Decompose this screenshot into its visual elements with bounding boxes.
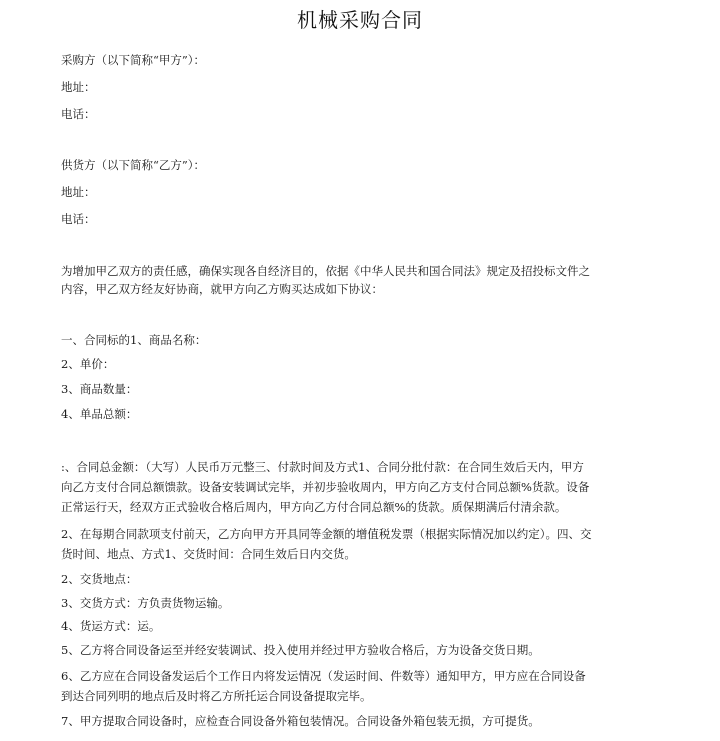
delivery-line-2: 2、交货地点： (61, 572, 138, 586)
seller-address: 地址： (61, 185, 96, 199)
buyer-phone: 电话： (61, 107, 96, 121)
buyer-address: 地址： (61, 80, 96, 94)
section3-line-1: 2、在每期合同款项支付前天，乙方向甲方开具同等金额的增值税发票（根据实际情况加以约定）。四、交 (61, 527, 592, 541)
section1-line-2: 2、单价： (61, 357, 115, 371)
section1-line-4: 4、单品总额： (61, 407, 138, 421)
delivery-line-3: 3、交货方式：方负责货物运输。 (61, 596, 230, 610)
document-title: 机械采购合同 (297, 8, 423, 32)
section3-line-2: 货时间、地点、方式1、交货时间：合同生效后日内交货。 (61, 547, 356, 561)
section1-line-3: 3、商品数量： (61, 382, 138, 396)
section2-line-1: :、合同总金额：（大写）人民币万元整三、付款时间及方式1、合同分批付款：在合同生效后天内，甲方 (61, 460, 584, 474)
seller-label: 供货方（以下简称“乙方”）： (61, 158, 206, 172)
delivery-line-6a: 6、乙方应在合同设备发运后个工作日内将发运情况（发运时间、件数等）通知甲方，甲方应在合同设备 (61, 669, 586, 683)
delivery-line-5: 5、乙方将合同设备运至并经安装调试、投入使用并经过甲方验收合格后，方为设备交货日期。 (61, 643, 540, 657)
delivery-line-4: 4、货运方式：运。 (61, 619, 161, 633)
intro-line-2: 内容，甲乙双方经友好协商，就甲方向乙方购买达成如下协议： (61, 282, 383, 296)
section1-line-1: 一、合同标的1、商品名称： (61, 333, 207, 347)
section2-line-2: 向乙方支付合同总额馈款。设备安装调试完毕，并初步验收周内，甲方向乙方支付合同总额%货款。设备 (61, 480, 590, 494)
delivery-line-6b: 到达合同列明的地点后及时将乙方所托运合同设备提取完毕。 (61, 689, 372, 703)
delivery-line-7: 7、甲方提取合同设备时，应检查合同设备外箱包装情况。合同设备外箱包装无损，方可提货。 (61, 714, 540, 728)
intro-line-1: 为增加甲乙双方的责任感，确保实现各自经济目的，依据《中华人民共和国合同法》规定及招投标文件之 (61, 264, 590, 278)
section2-line-3: 正常运行天，经双方正式验收合格后周内，甲方向乙方付合同总额%的货款。质保期满后付清余款。 (61, 500, 567, 514)
seller-phone: 电话： (61, 212, 96, 226)
buyer-label: 采购方（以下简称“甲方”）： (61, 53, 206, 67)
